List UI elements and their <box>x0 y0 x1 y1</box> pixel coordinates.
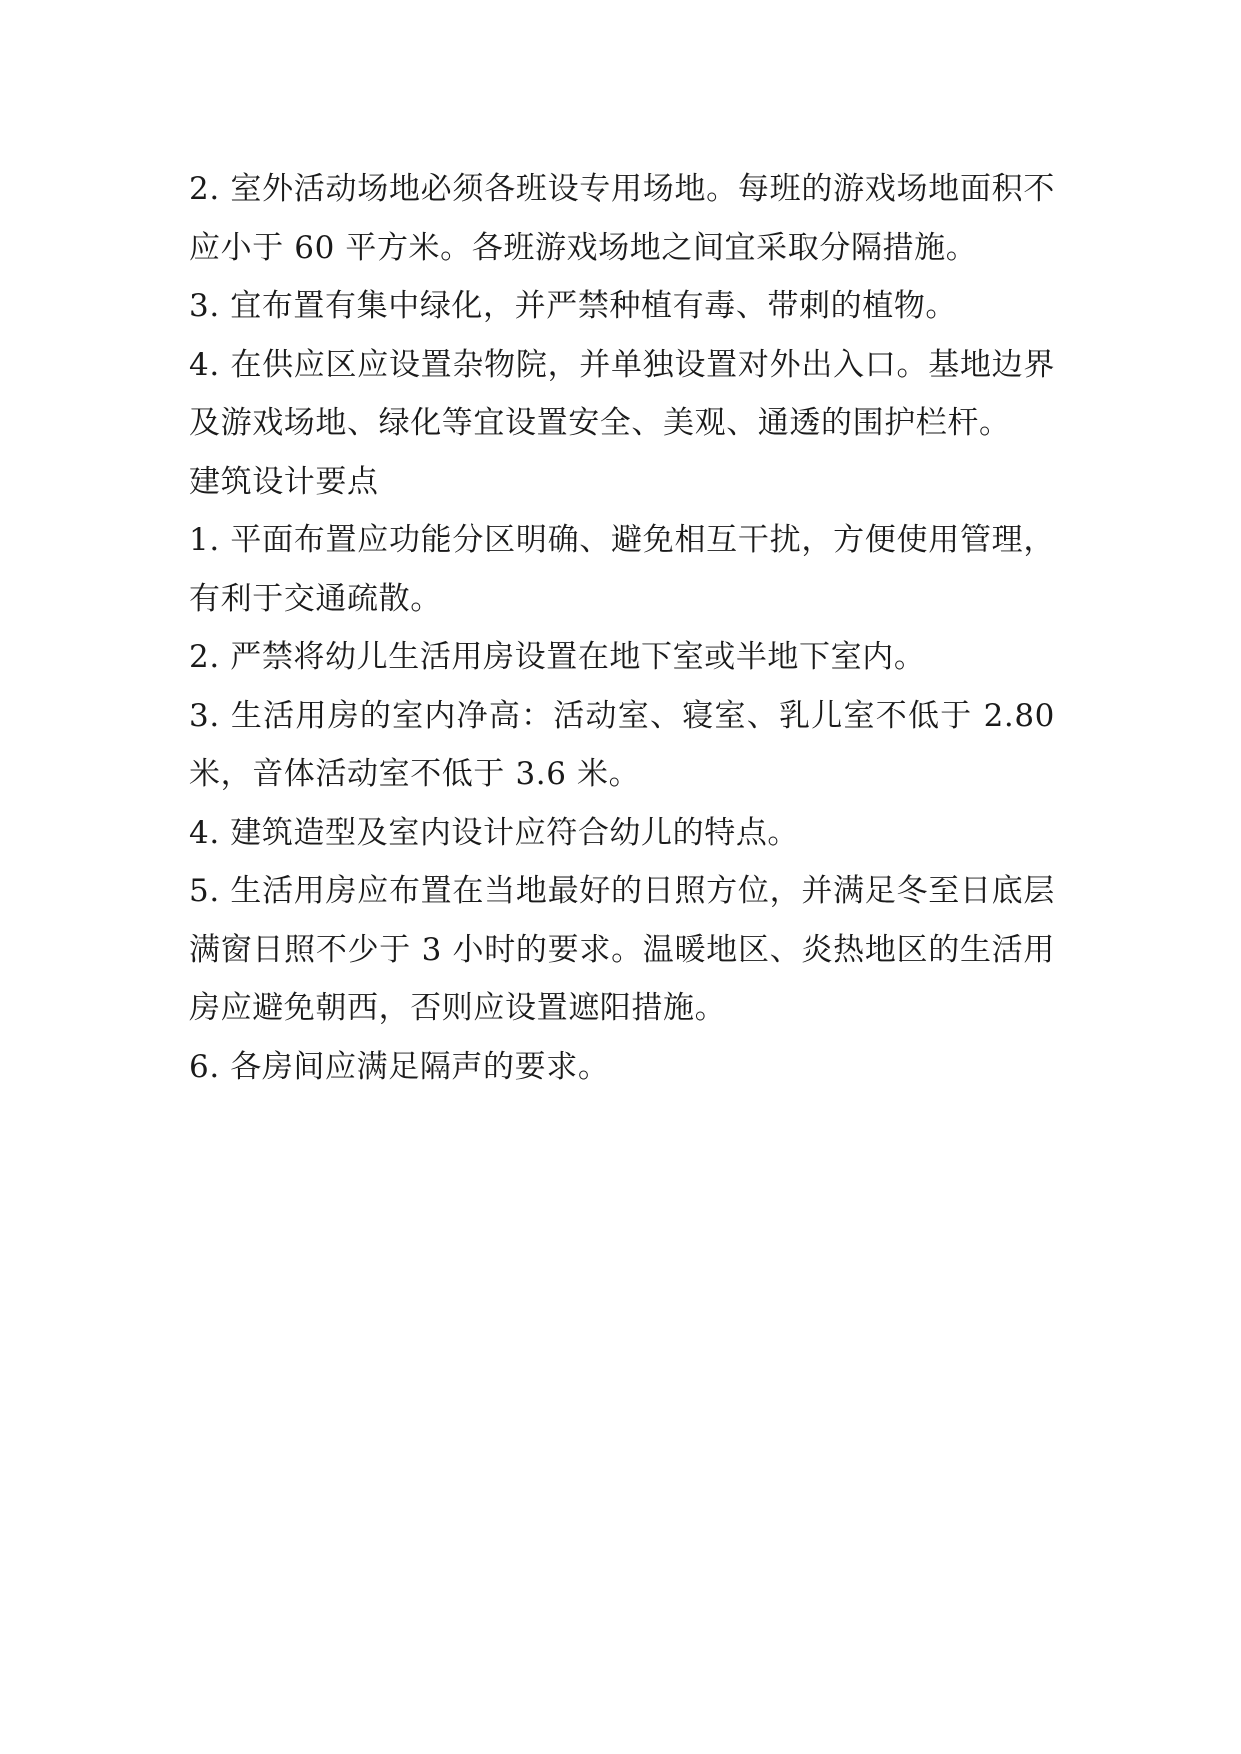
paragraph-supply-yard: 4. 在供应区应设置杂物院，并单独设置对外出入口。基地边界及游戏场地、绿化等宜设置安全、美观、通透的围护栏杆。 <box>189 346 1055 441</box>
paragraph-layout: 1. 平面布置应功能分区明确、避免相互干扰，方便使用管理，有利于交通疏散。 <box>189 522 1055 617</box>
paragraph-ceiling-height: 3. 生活用房的室内净高：活动室、寝室、乳儿室不低于 2.80 米，音体活动室不低于 3.6 米。 <box>189 697 1055 792</box>
paragraph-sound-insulation: 6. 各房间应满足隔声的要求。 <box>189 1048 610 1085</box>
paragraph-design-style: 4. 建筑造型及室内设计应符合幼儿的特点。 <box>189 814 800 851</box>
section-heading-architecture: 建筑设计要点 <box>189 463 379 500</box>
document-body <box>189 160 1055 1096</box>
paragraph-greening: 3. 宜布置有集中绿化，并严禁种植有毒、带刺的植物。 <box>189 288 958 324</box>
paragraph-basement: 2. 严禁将幼儿生活用房设置在地下室或半地下室内。 <box>189 639 926 675</box>
paragraph-sunlight: 5. 生活用房应布置在当地最好的日照方位，并满足冬至日底层满窗日照不少于 3 小时的要求。温暖地区、炎热地区的生活用房应避免朝西，否则应设置遮阳措施。 <box>189 873 1055 1026</box>
paragraph-outdoor-play-area: 2. 室外活动场地必须各班设专用场地。每班的游戏场地面积不应小于 60 平方米。各班游戏场地之间宜采取分隔措施。 <box>189 171 1055 266</box>
